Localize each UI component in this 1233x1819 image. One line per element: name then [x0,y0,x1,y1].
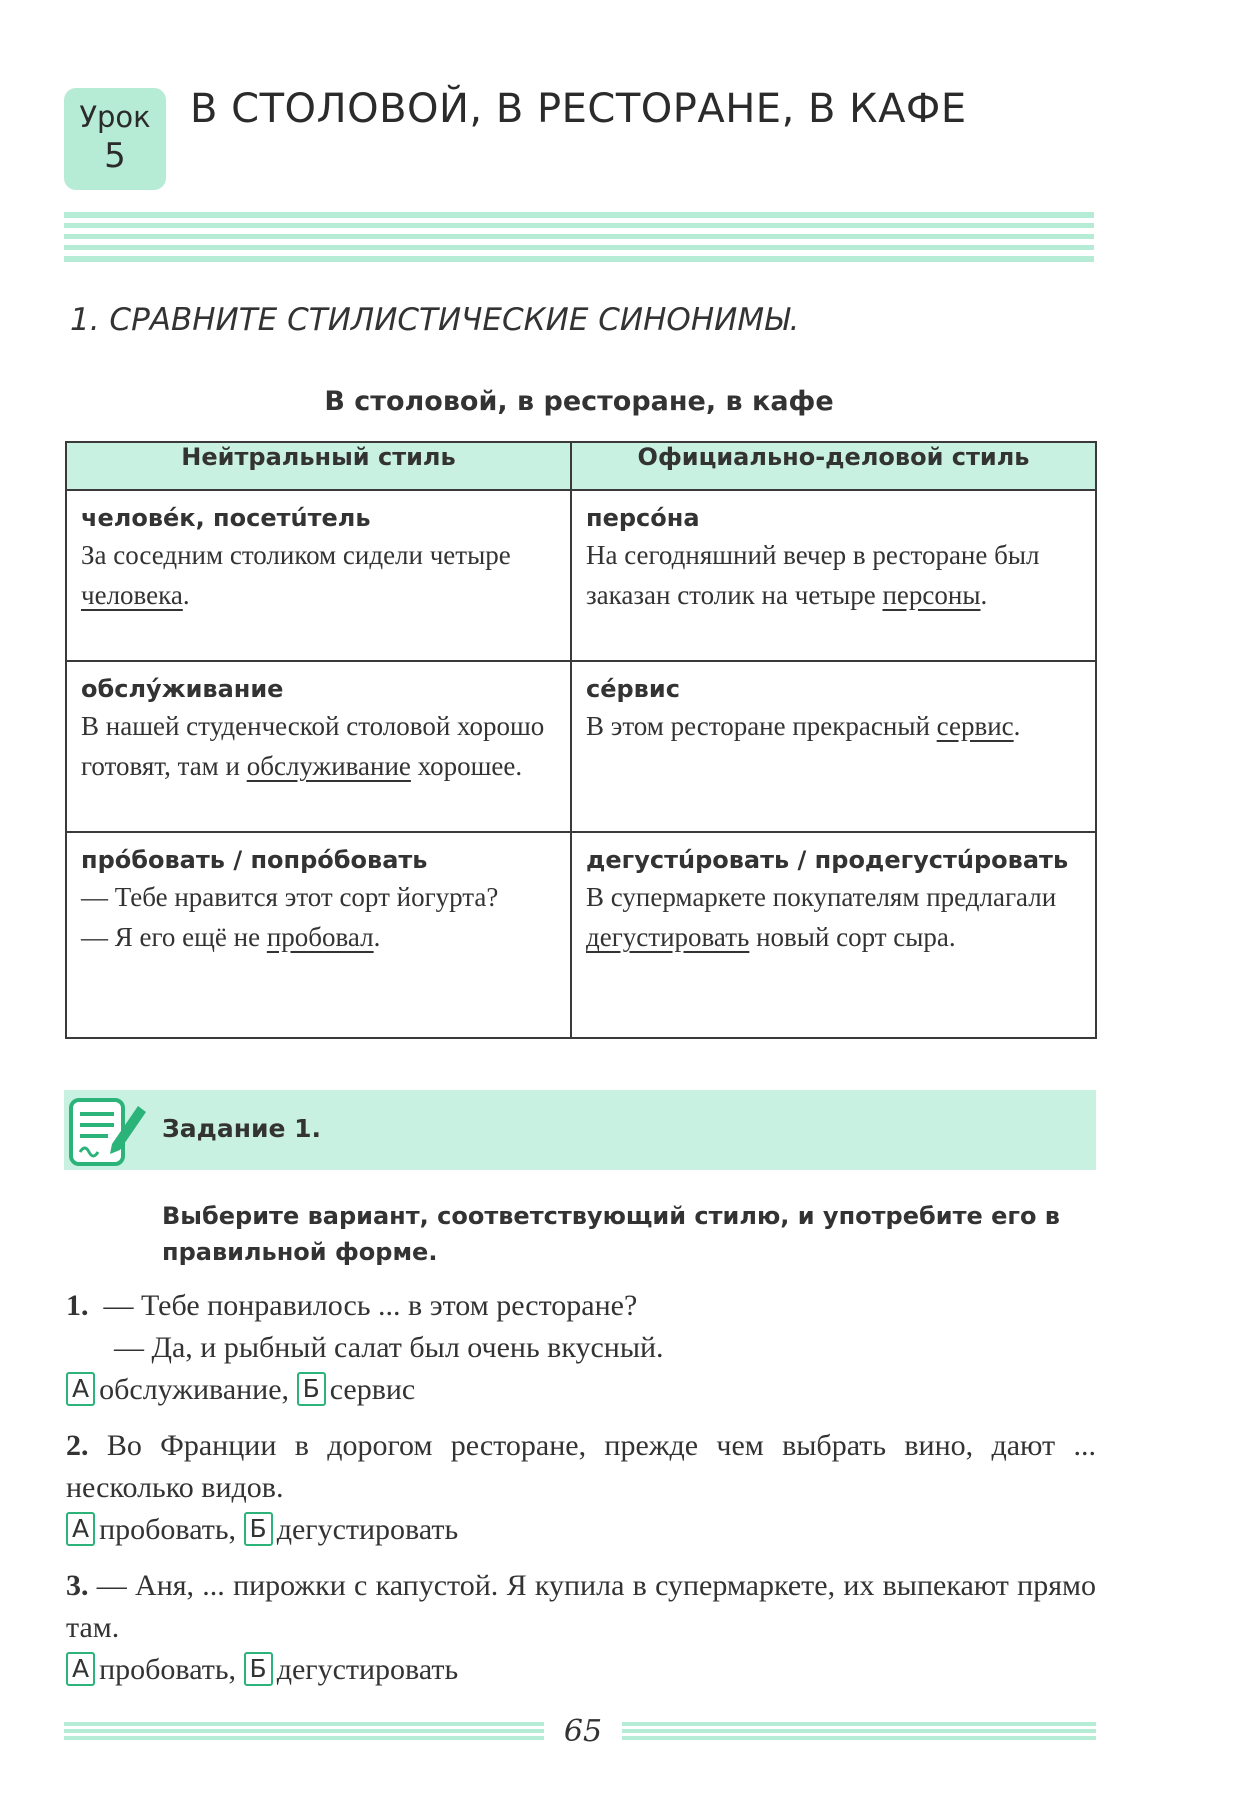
example-text: В этом ресторане прекрасный [586,711,937,741]
question-number: 2. [66,1429,89,1462]
option-a-box: А [66,1652,95,1686]
question-line: — Да, и рыбный салат был очень вкусный. [114,1331,664,1364]
example-text-end: . [980,580,988,610]
term: прóбовать / попрóбовать [81,846,428,874]
table-row [66,661,1096,832]
exercise-title: 1. СРАВНИТЕ СТИЛИСТИЧЕСКИЕ СИНОНИМЫ. [70,302,800,338]
option-b-box: Б [297,1372,326,1406]
option-b-box: Б [244,1652,273,1686]
header-divider [64,212,1094,262]
lesson-word: Урок [79,100,151,134]
official-cell [571,832,1096,1038]
option-b-box: Б [244,1512,273,1546]
example-text: В супермаркете покупателям предлагали [586,882,1057,912]
page-number: 65 [563,1714,603,1749]
table-row [66,832,1096,1038]
option-b-text: дегустировать [276,1653,459,1686]
footer-line-left [64,1722,544,1740]
option-a-box: А [66,1372,95,1406]
official-cell [571,490,1096,661]
example-text: На сегодняшний вечер в ресторане был заказан столик на четыре [586,540,1040,610]
underlined-word: дегустировать [586,922,750,952]
question-1 [66,1285,1096,1411]
question-text: Во Франции в дорогом ресторане, прежде чем выбрать вино, дают ... несколько видов. [66,1429,1096,1504]
question-text: — Аня, ... пирожки с капустой. Я купила в супермаркете, их выпекают прямо там. [66,1569,1096,1644]
synonyms-table [65,441,1097,1039]
underlined-word: человека [81,580,183,610]
header-neutral-style: Нейтральный стиль [66,442,571,490]
question-3 [66,1565,1096,1691]
option-a-text: пробовать, [99,1653,237,1686]
example-text-end: . [182,580,190,610]
example-text: В нашей студенческой столовой хорошо готовят, там и [81,711,545,781]
term: человéк, посетúтель [81,504,371,532]
example-text-end: . [373,922,381,952]
option-b-text: дегустировать [276,1513,459,1546]
underlined-word: персоны [882,580,981,610]
option-a-text: пробовать, [99,1513,237,1546]
example-text: — Я его ещё не [81,922,267,952]
term: обслýживание [81,675,284,703]
header-official-style: Официально-деловой стиль [571,442,1096,490]
neutral-cell [66,832,571,1038]
table-row [66,490,1096,661]
question-line: — Тебе понравилось ... в этом ресторане? [103,1289,638,1322]
question-2 [66,1425,1096,1551]
question-number: 1. [66,1289,89,1322]
lesson-title: В СТОЛОВОЙ, В РЕСТОРАНЕ, В КАФЕ [190,86,967,132]
example-text: За соседним столиком сидели четыре [81,540,511,570]
option-a-text: обслуживание, [99,1373,290,1406]
underlined-word: пробовал [266,922,374,952]
table-header-row [66,442,1096,490]
example-text-end: хорошее. [410,751,523,781]
underlined-word: сервис [936,711,1014,741]
task-instruction: Выберите вариант, соответствующий стилю, и употребите его в правильной форме. [162,1202,1060,1266]
dialogue-line: — Тебе нравится этот сорт йогурта? [81,882,499,912]
notepad-pencil-icon [68,1092,152,1172]
lesson-badge [64,88,166,190]
term: сéрвис [586,675,680,703]
official-cell [571,661,1096,832]
option-a-box: А [66,1512,95,1546]
task-label: Задание 1. [162,1114,322,1143]
underlined-word: обслуживание [246,751,411,781]
footer-line-right [622,1722,1096,1740]
example-text-end: новый сорт сыра. [749,922,956,952]
table-caption: В столовой, в ресторане, в кафе [324,386,834,417]
neutral-cell [66,490,571,661]
question-number: 3. [66,1569,89,1602]
term: дегустúровать / продегустúровать [586,846,1069,874]
neutral-cell [66,661,571,832]
term: персóна [586,504,700,532]
lesson-number: 5 [104,136,126,176]
example-text-end: . [1013,711,1021,741]
option-b-text: сервис [329,1373,416,1406]
